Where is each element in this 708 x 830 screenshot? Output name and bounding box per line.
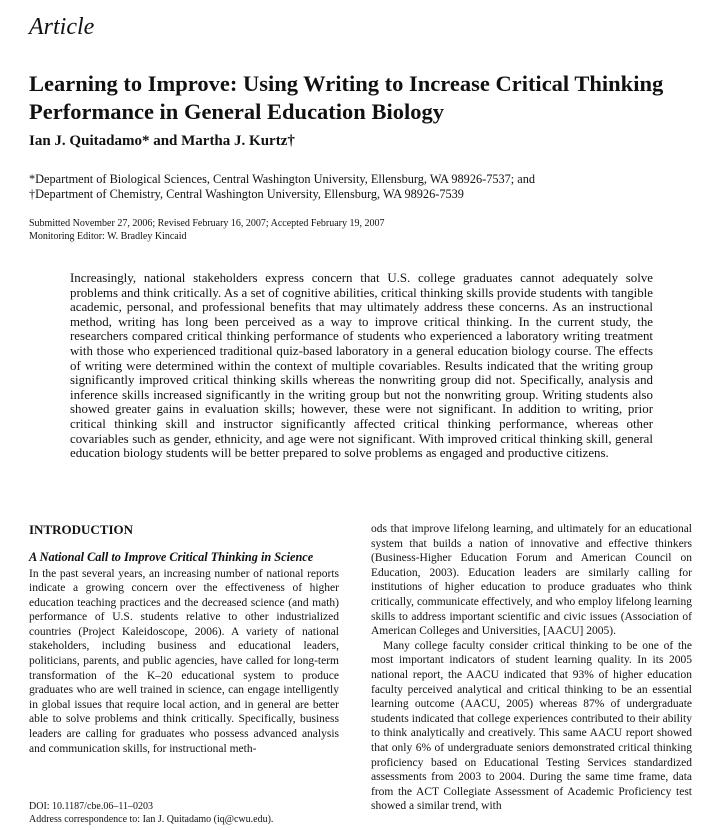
authors: Ian J. Quitadamo* and Martha J. Kurtz†	[29, 133, 295, 149]
paper-title: Learning to Improve: Using Writing to Increase Critical Thinking Performance in General Education Biology	[29, 71, 664, 124]
body-paragraph: In the past several years, an increasing number of national reports indicate a growing concern over the effectiveness of higher education teaching practices and the decreased science (and math) performance of U.S. students relative to other industrialized countries (Project Kaleidoscope, 2006). A variety of national stakeholders, including business and educational leaders, politicians, parents, and public agencies, have called for long-term transformation of the K–20 educational system to produce graduates who are well trained in science, can engage intelligently in global issues that require local action, and in general are better able to solve problems and think critically. Specifically, business leaders are calling for graduates who possess advanced analysis and communication skills, for instructional meth-	[29, 567, 339, 755]
introduction-heading: INTRODUCTION	[29, 522, 134, 537]
affiliation-biology: *Department of Biological Sciences, Central Washington University, Ellensburg, WA 98926-7537; and	[29, 172, 536, 186]
section-subheading: A National Call to Improve Critical Thinking in Science	[29, 550, 314, 564]
right-column	[371, 522, 692, 814]
monitoring-editor: Monitoring Editor: W. Bradley Kincaid	[29, 230, 187, 242]
left-column	[29, 522, 339, 756]
affiliations	[29, 172, 689, 201]
abstract: Increasingly, national stakeholders express concern that U.S. college graduates cannot adequately solve problems and think critically. As a set of cognitive abilities, critical thinking skills provide students with tangible academic, personal, and professional benefits that may ultimately address these concerns. As an instructional method, writing has long been perceived as a way to improve critical thinking. In the current study, the researchers compared critical thinking performance of students who experienced a laboratory writing treatment with those who experienced traditional quiz-based laboratory in a general education biology course. The effects of writing were determined within the context of multiple covariables. Results indicated that the writing group significantly improved critical thinking skills whereas the nonwriting group did not. Specifically, analysis and inference skills increased significantly in the writing group but not the nonwriting group. Writing students also showed greater gains in evaluation skills; however, these were not significant. In addition to writing, prior critical thinking skill and instructor significantly affected critical thinking performance, whereas other covariables such as gender, ethnicity, and age were not significant. With improved critical thinking skill, general education biology students will be better prepared to solve problems as engaged and productive citizens.	[70, 271, 653, 461]
body-paragraph: ods that improve lifelong learning, and ultimately for an educational system that builds a nation of innovative and effective thinkers (Business-Higher Education Forum and American Council on Education, 2003). Education leaders are similarly calling for institutions of higher education to produce graduates who think critically, communicate effectively, and who employ lifelong learning skills to address important scientific and civic issues (Association of American Colleges and Universities, [AACU] 2005).	[371, 523, 692, 638]
affiliation-chemistry: †Department of Chemistry, Central Washington University, Ellensburg, WA 98926-7539	[29, 186, 464, 201]
doi-line: DOI: 10.1187/cbe.06–11–0203	[29, 801, 153, 812]
article-label: Article	[29, 14, 95, 40]
submitted-line: Submitted November 27, 2006; Revised February 16, 2007; Accepted February 19, 2007	[29, 218, 385, 229]
body-paragraph: Many college faculty consider critical thinking to be one of the most important indicators of student learning quality. In its 2005 national report, the AACU indicated that 93% of higher education faculty perceived analytical and critical thinking to be an essential learning outcome (AACU, 2005) whereas 87% of undergraduate students indicated that college experiences contributed to their ability to think analytically and creatively. This same AACU report showed that only 6% of undergraduate seniors demonstrated critical thinking proficiency based on Educational Testing Services standardized assessments from 2003 to 2004. During the same time frame, data from the ACT Collegiate Assessment of Academic Proficiency test showed a similar trend, with	[371, 639, 692, 813]
page-footer	[29, 801, 339, 826]
correspondence-line: Address correspondence to: Ian J. Quitadamo (iq@cwu.edu).	[29, 813, 274, 825]
submission-dates	[29, 218, 689, 243]
